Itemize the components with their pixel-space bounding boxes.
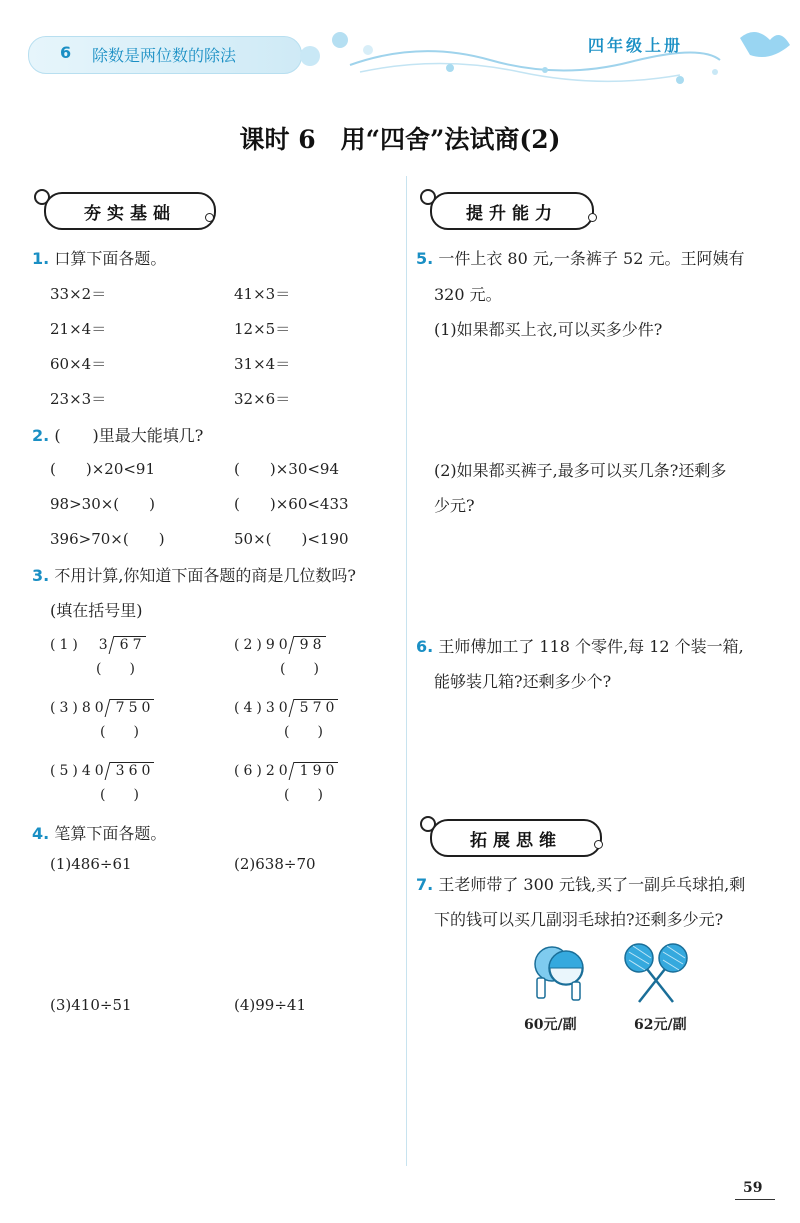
q2-item: ( )×20<91 — [50, 460, 156, 478]
question-3-subtext: (填在括号里) — [50, 601, 143, 620]
badminton-price: 62元/副 — [634, 1017, 687, 1033]
grade-label: 四年级上册 — [588, 36, 684, 55]
q4-item: (4)99÷41 — [234, 996, 306, 1014]
question-number: 6. — [416, 637, 434, 656]
q1-item: 21×4＝ — [50, 320, 107, 338]
chapter-title: 除数是两位数的除法 — [92, 46, 237, 65]
q1-item: 60×4＝ — [50, 355, 107, 373]
question-5-line2: 320 元。 — [434, 285, 502, 304]
q3-label: (3) — [50, 700, 82, 716]
q3-label: (1) — [50, 637, 82, 653]
column-divider — [406, 176, 407, 1166]
question-7-line2: 下的钱可以买几副羽毛球拍?还剩多少元? — [434, 910, 724, 929]
q2-item: 98>30×( ) — [50, 495, 156, 513]
question-1 — [32, 246, 166, 269]
q3-divisor: 20 — [265, 763, 292, 779]
question-7 — [416, 872, 745, 895]
badge-dot-icon — [594, 840, 603, 849]
ping-pong-paddles-icon — [528, 942, 590, 1004]
q1-item: 12×5＝ — [234, 320, 291, 338]
q3-dividend: 190 — [294, 762, 339, 779]
section-extend-badge — [430, 819, 602, 857]
question-4 — [32, 821, 166, 844]
page-number: 59 — [743, 1180, 763, 1196]
page-number-underline — [735, 1199, 775, 1200]
question-6 — [416, 634, 744, 657]
q2-item: 50×( )<190 — [234, 530, 349, 548]
q3-dividend: 360 — [110, 762, 155, 779]
q1-item: 41×3＝ — [234, 285, 291, 303]
q3-divisor: 90 — [265, 637, 292, 653]
q2-item: ( )×60<433 — [234, 495, 349, 513]
question-text: 一件上衣 80 元,一条裤子 52 元。王阿姨有 — [438, 249, 745, 268]
badge-dot-icon — [205, 213, 214, 222]
question-text: 不用计算,你知道下面各题的商是几位数吗? — [54, 566, 356, 585]
question-5 — [416, 246, 744, 269]
question-text: 王师傅加工了 118 个零件,每 12 个装一箱, — [438, 637, 744, 656]
q3-dividend: 67 — [114, 636, 146, 653]
q3-division — [234, 700, 338, 716]
q2-item: 396>70×( ) — [50, 530, 165, 548]
q3-divisor: 30 — [265, 700, 292, 716]
q3-label: (2) — [234, 637, 266, 653]
q3-label: (5) — [50, 763, 82, 779]
q3-division — [50, 637, 146, 653]
question-5-sub2-line2: 少元? — [434, 496, 475, 515]
q3-label: (4) — [234, 700, 266, 716]
badge-dot-icon — [588, 213, 597, 222]
question-number: 3. — [32, 566, 50, 585]
q3-dividend: 570 — [294, 699, 339, 716]
question-text: 王老师带了 300 元钱,买了一副乒乓球拍,剩 — [438, 875, 746, 894]
q3-divisor: 3 — [98, 637, 112, 653]
q3-divisor: 40 — [81, 763, 108, 779]
q3-answer-blank[interactable]: ( ) — [284, 724, 323, 740]
q4-item: (3)410÷51 — [50, 996, 132, 1014]
q3-divisor: 80 — [81, 700, 108, 716]
ping-pong-price: 60元/副 — [524, 1017, 577, 1033]
q1-item: 23×3＝ — [50, 390, 107, 408]
question-number: 4. — [32, 824, 50, 843]
q4-item: (2)638÷70 — [234, 855, 316, 873]
lesson-title: 课时 6 用“四舍”法试商(2) — [239, 125, 561, 154]
q2-item: ( )×30<94 — [234, 460, 340, 478]
question-5-sub2: (2)如果都买裤子,最多可以买几条?还剩多 — [434, 461, 727, 480]
question-5-sub1: (1)如果都买上衣,可以买多少件? — [434, 320, 663, 339]
q3-answer-blank[interactable]: ( ) — [100, 787, 139, 803]
section-improve-badge — [430, 192, 594, 230]
q3-label: (6) — [234, 763, 266, 779]
q3-answer-blank[interactable]: ( ) — [96, 661, 135, 677]
question-text: 笔算下面各题。 — [54, 824, 167, 843]
section-basic-label: 夯实基础 — [84, 203, 176, 224]
q3-answer-blank[interactable]: ( ) — [280, 661, 319, 677]
question-3 — [32, 563, 356, 586]
question-6-line2: 能够装几箱?还剩多少个? — [434, 672, 612, 691]
question-2 — [32, 423, 203, 446]
question-number: 2. — [32, 426, 50, 445]
q1-item: 33×2＝ — [50, 285, 107, 303]
question-number: 1. — [32, 249, 50, 268]
q3-division — [50, 763, 154, 779]
q3-dividend: 750 — [110, 699, 155, 716]
section-basic-badge — [44, 192, 216, 230]
question-text: 口算下面各题。 — [54, 249, 167, 268]
q1-item: 32×6＝ — [234, 390, 291, 408]
q3-division — [234, 637, 326, 653]
q3-division — [234, 763, 338, 779]
badminton-rackets-icon — [621, 942, 691, 1006]
q3-answer-blank[interactable]: ( ) — [100, 724, 139, 740]
q4-item: (1)486÷61 — [50, 855, 132, 873]
section-improve-label: 提升能力 — [466, 203, 558, 224]
q3-division — [50, 700, 154, 716]
q3-answer-blank[interactable]: ( ) — [284, 787, 323, 803]
header-bubbles-decoration — [300, 20, 800, 90]
q3-dividend: 98 — [294, 636, 326, 653]
section-extend-label: 拓展思维 — [470, 830, 562, 851]
q1-item: 31×4＝ — [234, 355, 291, 373]
question-number: 7. — [416, 875, 434, 894]
question-text: ( )里最大能填几? — [54, 426, 204, 445]
chapter-number: 6 — [60, 43, 72, 62]
question-number: 5. — [416, 249, 434, 268]
